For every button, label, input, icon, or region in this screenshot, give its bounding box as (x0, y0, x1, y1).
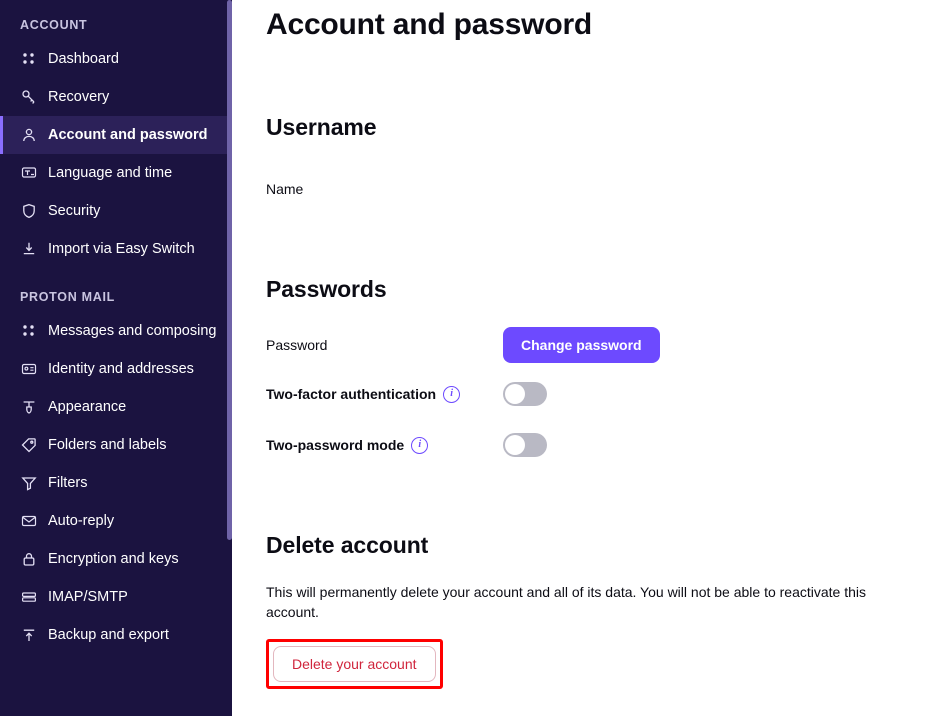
sidebar-item-import-via-easy-switch[interactable] (0, 230, 232, 268)
sidebar-item-appearance[interactable] (0, 388, 232, 426)
sidebar-item-label: Filters (48, 475, 88, 491)
sidebar-item-label: IMAP/SMTP (48, 589, 128, 605)
translate-icon (20, 165, 37, 182)
sidebar-item-label: Account and password (48, 127, 208, 143)
password-label: Password (266, 337, 328, 353)
grid-icon (20, 51, 37, 68)
username-section-title: Username (266, 114, 377, 140)
server-icon (20, 589, 37, 606)
envelope-icon (20, 513, 37, 530)
two-password-label: Two-password mode (266, 437, 405, 453)
sidebar-item-dashboard[interactable] (0, 40, 232, 78)
delete-your-account-button[interactable]: Delete your account (273, 646, 436, 682)
password-row (266, 327, 911, 363)
change-password-button[interactable]: Change password (503, 327, 660, 363)
passwords-section (266, 276, 911, 460)
sidebar (0, 0, 232, 716)
sidebar-item-label: Language and time (48, 165, 173, 181)
delete-account-description: This will permanently delete your account and all of its data. You will not be able to reactivate this account. (266, 584, 867, 620)
card-icon (20, 361, 37, 378)
sidebar-item-label: Dashboard (48, 51, 119, 67)
sidebar-item-imap-smtp[interactable] (0, 578, 232, 616)
sidebar-item-folders-and-labels[interactable] (0, 426, 232, 464)
sidebar-item-label: Identity and addresses (48, 361, 194, 377)
sidebar-item-identity-and-addresses[interactable] (0, 350, 232, 388)
info-icon[interactable]: i (411, 437, 428, 454)
sidebar-item-security[interactable] (0, 192, 232, 230)
sidebar-item-auto-reply[interactable] (0, 502, 232, 540)
sidebar-item-messages-and-composing[interactable] (0, 312, 232, 350)
sidebar-item-label: Backup and export (48, 627, 169, 643)
sidebar-item-label: Import via Easy Switch (48, 241, 195, 257)
sidebar-item-label: Messages and composing (48, 323, 217, 339)
main-content (232, 0, 945, 716)
sidebar-item-label: Folders and labels (48, 437, 167, 453)
toggle-knob (505, 384, 525, 404)
sidebar-item-label: Encryption and keys (48, 551, 179, 567)
sidebar-item-label: Security (48, 203, 101, 219)
import-icon (20, 241, 37, 258)
name-label: Name (266, 181, 304, 197)
sidebar-item-label: Auto-reply (48, 513, 115, 529)
page-title: Account and password (266, 8, 593, 41)
filter-icon (20, 475, 37, 492)
sidebar-item-encryption-and-keys[interactable] (0, 540, 232, 578)
sidebar-item-recovery[interactable] (0, 78, 232, 116)
two-password-label-group (266, 437, 503, 454)
toggle-knob (505, 435, 525, 455)
username-section (266, 114, 911, 204)
delete-account-section (266, 532, 911, 689)
info-icon[interactable]: i (443, 386, 460, 403)
tag-icon (20, 437, 37, 454)
sidebar-item-backup-and-export[interactable] (0, 616, 232, 654)
sidebar-section-title-proton-mail: PROTON MAIL (20, 290, 115, 304)
highlight-annotation (266, 639, 443, 689)
passwords-section-title: Passwords (266, 276, 387, 302)
two-factor-toggle[interactable] (503, 382, 547, 406)
user-icon (20, 127, 37, 144)
brush-icon (20, 399, 37, 416)
sidebar-item-filters[interactable] (0, 464, 232, 502)
lock-icon (20, 551, 37, 568)
two-factor-label-group (266, 386, 503, 403)
sidebar-item-label: Recovery (48, 89, 110, 105)
delete-account-title: Delete account (266, 532, 429, 558)
name-row (266, 174, 911, 204)
shield-icon (20, 203, 37, 220)
two-password-mode-toggle[interactable] (503, 433, 547, 457)
key-icon (20, 89, 37, 106)
sidebar-item-language-and-time[interactable] (0, 154, 232, 192)
grid-icon (20, 323, 37, 340)
upload-icon (20, 627, 37, 644)
sidebar-item-label: Appearance (48, 399, 127, 415)
two-factor-label: Two-factor authentication (266, 386, 437, 402)
sidebar-section-title-account: ACCOUNT (20, 18, 88, 32)
sidebar-item-account-and-password[interactable] (0, 116, 232, 154)
two-password-mode-row (266, 430, 911, 460)
two-factor-row (266, 379, 911, 409)
